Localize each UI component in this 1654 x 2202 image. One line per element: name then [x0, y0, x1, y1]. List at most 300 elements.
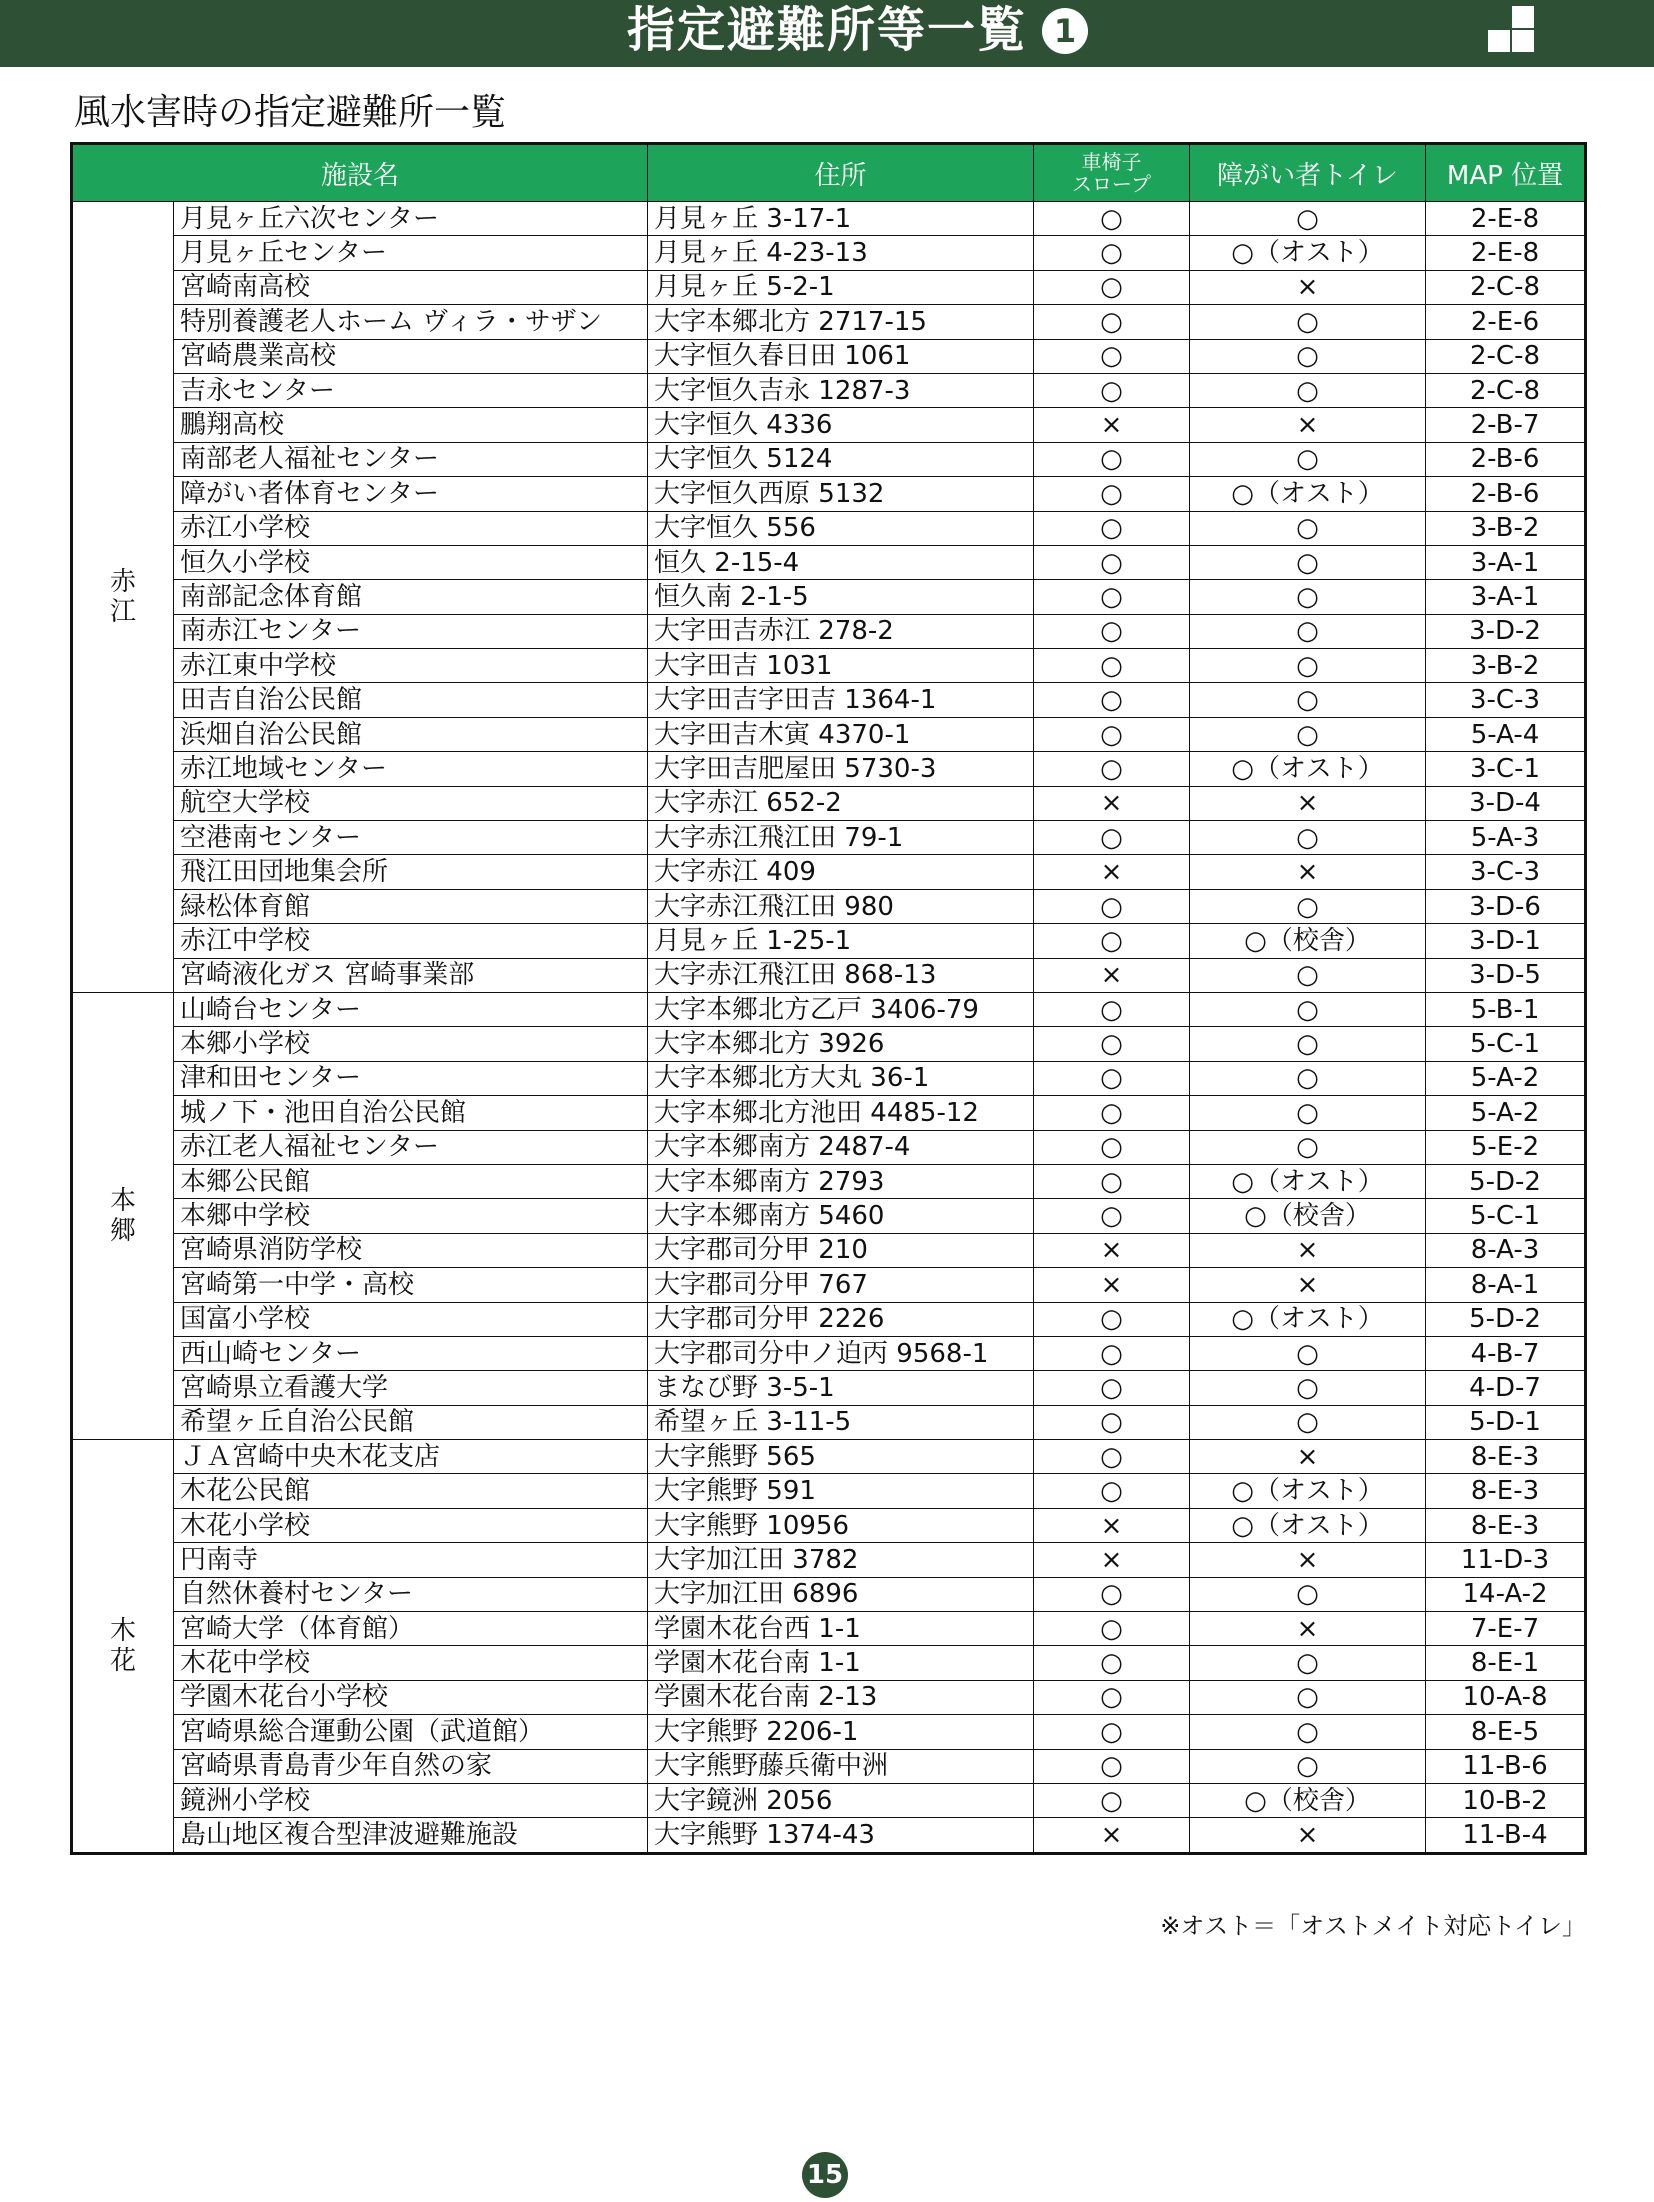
facility-name-cell: 宮崎南高校 — [174, 270, 648, 304]
table-row — [72, 855, 1586, 889]
map-position-cell: 5-D-2 — [1426, 1164, 1586, 1198]
facility-name-cell: 航空大学校 — [174, 786, 648, 820]
wheelchair-cell: ○ — [1034, 202, 1190, 236]
toilet-cell: ○ — [1190, 614, 1426, 648]
address-cell: 大字熊野 10956 — [648, 1508, 1034, 1542]
map-position-cell: 3-B-2 — [1426, 511, 1586, 545]
table-row — [72, 1612, 1586, 1646]
wheelchair-cell: ○ — [1034, 1474, 1190, 1508]
table-row — [72, 1474, 1586, 1508]
toilet-cell: ○ — [1190, 1646, 1426, 1680]
table-row — [72, 649, 1586, 683]
toilet-cell: ○ — [1190, 1061, 1426, 1095]
map-position-cell: 3-C-1 — [1426, 752, 1586, 786]
address-cell: 大字加江田 6896 — [648, 1577, 1034, 1611]
address-cell: 大字田吉赤江 278-2 — [648, 614, 1034, 648]
toilet-cell: ○ — [1190, 717, 1426, 751]
address-cell: 大字本郷北方 3926 — [648, 1027, 1034, 1061]
facility-name-cell: 赤江地域センター — [174, 752, 648, 786]
wheelchair-cell: ○ — [1034, 992, 1190, 1026]
map-position-cell: 5-B-1 — [1426, 992, 1586, 1026]
address-cell: 大字本郷北方池田 4485-12 — [648, 1096, 1034, 1130]
toilet-cell: ○（オスト） — [1190, 1164, 1426, 1198]
table-row — [72, 305, 1586, 339]
wheelchair-cell: ○ — [1034, 580, 1190, 614]
wheelchair-cell: ○ — [1034, 683, 1190, 717]
toilet-cell: × — [1190, 1440, 1426, 1474]
address-cell: 大字本郷南方 2793 — [648, 1164, 1034, 1198]
facility-name-cell: 鏡洲小学校 — [174, 1783, 648, 1817]
wheelchair-cell: × — [1034, 958, 1190, 992]
page-number: 15 — [802, 2152, 848, 2198]
table-row — [72, 339, 1586, 373]
address-cell: 大字恒久 5124 — [648, 442, 1034, 476]
wheelchair-cell: ○ — [1034, 1130, 1190, 1164]
column-header-name: 施設名 — [72, 144, 648, 202]
toilet-cell: ○（オスト） — [1190, 236, 1426, 270]
map-position-cell: 2-C-8 — [1426, 270, 1586, 304]
map-position-cell: 8-E-1 — [1426, 1646, 1586, 1680]
facility-name-cell: 島山地区複合型津波避難施設 — [174, 1818, 648, 1853]
wheelchair-cell: ○ — [1034, 1027, 1190, 1061]
map-position-cell: 8-E-3 — [1426, 1508, 1586, 1542]
address-cell: 大字恒久吉永 1287-3 — [648, 373, 1034, 407]
map-position-cell: 11-D-3 — [1426, 1543, 1586, 1577]
map-position-cell: 7-E-7 — [1426, 1612, 1586, 1646]
wheelchair-cell: ○ — [1034, 511, 1190, 545]
toilet-cell: ○ — [1190, 1680, 1426, 1714]
toilet-cell: ○ — [1190, 339, 1426, 373]
toilet-cell: ○ — [1190, 889, 1426, 923]
facility-name-cell: 吉永センター — [174, 373, 648, 407]
wheelchair-cell: ○ — [1034, 1749, 1190, 1783]
address-cell: 大字恒久 556 — [648, 511, 1034, 545]
map-position-cell: 8-E-3 — [1426, 1474, 1586, 1508]
table-row — [72, 821, 1586, 855]
address-cell: 大字赤江飛江田 980 — [648, 889, 1034, 923]
table-row — [72, 545, 1586, 579]
map-position-cell: 3-A-1 — [1426, 545, 1586, 579]
facility-name-cell: 希望ヶ丘自治公民館 — [174, 1405, 648, 1439]
address-cell: 恒久 2-15-4 — [648, 545, 1034, 579]
table-row — [72, 1508, 1586, 1542]
toilet-cell: × — [1190, 1543, 1426, 1577]
table-row — [72, 786, 1586, 820]
toilet-cell: × — [1190, 1612, 1426, 1646]
map-position-cell: 2-E-8 — [1426, 202, 1586, 236]
address-cell: まなび野 3-5-1 — [648, 1371, 1034, 1405]
address-cell: 大字本郷北方乙戸 3406-79 — [648, 992, 1034, 1026]
table-row — [72, 1164, 1586, 1198]
toilet-cell: ○（校舎） — [1190, 924, 1426, 958]
toilet-cell: ○（オスト） — [1190, 1508, 1426, 1542]
table-row — [72, 1440, 1586, 1474]
toilet-cell: ○（オスト） — [1190, 1302, 1426, 1336]
table-row — [72, 1749, 1586, 1783]
map-position-cell: 5-D-2 — [1426, 1302, 1586, 1336]
wheelchair-cell: ○ — [1034, 649, 1190, 683]
address-cell: 大字本郷北方 2717-15 — [648, 305, 1034, 339]
map-position-cell: 2-E-8 — [1426, 236, 1586, 270]
wheelchair-cell: ○ — [1034, 1199, 1190, 1233]
address-cell: 大字郡司分中ノ迫丙 9568-1 — [648, 1336, 1034, 1370]
map-position-cell: 3-A-1 — [1426, 580, 1586, 614]
wheelchair-cell: × — [1034, 1543, 1190, 1577]
map-position-cell: 3-C-3 — [1426, 683, 1586, 717]
address-cell: 大字本郷南方 5460 — [648, 1199, 1034, 1233]
table-row — [72, 924, 1586, 958]
wheelchair-cell: ○ — [1034, 1577, 1190, 1611]
facility-name-cell: 赤江小学校 — [174, 511, 648, 545]
facility-name-cell: 月見ヶ丘センター — [174, 236, 648, 270]
shelter-table — [70, 142, 1587, 1855]
map-position-cell: 3-B-2 — [1426, 649, 1586, 683]
address-cell: 大字郡司分甲 2226 — [648, 1302, 1034, 1336]
column-header-map: MAP 位置 — [1426, 144, 1586, 202]
facility-name-cell: 木花小学校 — [174, 1508, 648, 1542]
table-subtitle: 風水害時の指定避難所一覧 — [74, 92, 507, 133]
table-row — [72, 1715, 1586, 1749]
area-cell: 木 花 — [72, 1440, 174, 1854]
area-cell: 赤 江 — [72, 202, 174, 993]
address-cell: 大字恒久 4336 — [648, 408, 1034, 442]
column-header-wheelchair — [1034, 144, 1190, 202]
map-position-cell: 2-B-7 — [1426, 408, 1586, 442]
toilet-cell: ○（オスト） — [1190, 1474, 1426, 1508]
address-cell: 大字田吉 1031 — [648, 649, 1034, 683]
wheelchair-cell: ○ — [1034, 717, 1190, 751]
wheelchair-cell: ○ — [1034, 305, 1190, 339]
facility-name-cell: 浜畑自治公民館 — [174, 717, 648, 751]
map-position-cell: 5-A-2 — [1426, 1096, 1586, 1130]
table-row — [72, 1577, 1586, 1611]
map-position-cell: 3-D-4 — [1426, 786, 1586, 820]
address-cell: 大字本郷北方大丸 36-1 — [648, 1061, 1034, 1095]
toilet-cell: ○ — [1190, 373, 1426, 407]
table-row — [72, 752, 1586, 786]
wheelchair-cell: ○ — [1034, 1612, 1190, 1646]
table-row — [72, 1543, 1586, 1577]
address-cell: 大字恒久西原 5132 — [648, 477, 1034, 511]
map-position-cell: 5-C-1 — [1426, 1027, 1586, 1061]
address-cell: 大字田吉字田吉 1364-1 — [648, 683, 1034, 717]
map-position-cell: 4-B-7 — [1426, 1336, 1586, 1370]
toilet-cell: ○ — [1190, 1130, 1426, 1164]
address-cell: 大字赤江 652-2 — [648, 786, 1034, 820]
table-row — [72, 992, 1586, 1026]
map-position-cell: 11-B-4 — [1426, 1818, 1586, 1853]
map-position-cell: 5-A-3 — [1426, 821, 1586, 855]
toilet-cell: × — [1190, 270, 1426, 304]
wheelchair-cell: ○ — [1034, 1440, 1190, 1474]
wheelchair-cell: ○ — [1034, 924, 1190, 958]
toilet-cell: ○（オスト） — [1190, 477, 1426, 511]
toilet-cell: ○ — [1190, 511, 1426, 545]
map-position-cell: 3-C-3 — [1426, 855, 1586, 889]
facility-name-cell: 西山崎センター — [174, 1336, 648, 1370]
toilet-cell: ○ — [1190, 305, 1426, 339]
map-position-cell: 3-D-1 — [1426, 924, 1586, 958]
toilet-cell: ○（オスト） — [1190, 752, 1426, 786]
table-row — [72, 1405, 1586, 1439]
table-row — [72, 202, 1586, 236]
map-position-cell: 3-D-6 — [1426, 889, 1586, 923]
table-row — [72, 1199, 1586, 1233]
facility-name-cell: 宮崎大学（体育館） — [174, 1612, 648, 1646]
wheelchair-cell: ○ — [1034, 821, 1190, 855]
wheelchair-cell: ○ — [1034, 236, 1190, 270]
blocks-logo-icon — [1488, 6, 1536, 54]
page-header — [0, 0, 1654, 67]
wheelchair-cell: × — [1034, 1818, 1190, 1853]
column-header-toilet: 障がい者トイレ — [1190, 144, 1426, 202]
address-cell: 大字熊野藤兵衛中洲 — [648, 1749, 1034, 1783]
map-position-cell: 2-C-8 — [1426, 339, 1586, 373]
wheelchair-cell: × — [1034, 1508, 1190, 1542]
table-row — [72, 236, 1586, 270]
map-position-cell: 3-D-5 — [1426, 958, 1586, 992]
toilet-cell: ○ — [1190, 580, 1426, 614]
toilet-cell: ○ — [1190, 821, 1426, 855]
facility-name-cell: 障がい者体育センター — [174, 477, 648, 511]
map-position-cell: 2-E-6 — [1426, 305, 1586, 339]
table-row — [72, 1783, 1586, 1817]
table-row — [72, 1096, 1586, 1130]
facility-name-cell: ＪＡ宮崎中央木花支店 — [174, 1440, 648, 1474]
map-position-cell: 10-A-8 — [1426, 1680, 1586, 1714]
facility-name-cell: 国富小学校 — [174, 1302, 648, 1336]
wheelchair-cell: ○ — [1034, 270, 1190, 304]
toilet-cell: ○ — [1190, 1405, 1426, 1439]
table-row — [72, 1268, 1586, 1302]
table-row — [72, 889, 1586, 923]
toilet-cell: ○ — [1190, 1336, 1426, 1370]
table-row — [72, 1061, 1586, 1095]
wheelchair-cell: × — [1034, 1268, 1190, 1302]
wheelchair-cell: ○ — [1034, 477, 1190, 511]
column-header-wheelchair-line: 車椅子 — [1081, 150, 1142, 174]
table-header-row — [72, 144, 1586, 202]
facility-name-cell: 月見ヶ丘六次センター — [174, 202, 648, 236]
table-row — [72, 442, 1586, 476]
map-position-cell: 5-A-2 — [1426, 1061, 1586, 1095]
toilet-cell: ○（校舎） — [1190, 1199, 1426, 1233]
column-header-address: 住所 — [648, 144, 1034, 202]
toilet-cell: ○ — [1190, 1371, 1426, 1405]
table-row — [72, 511, 1586, 545]
wheelchair-cell: ○ — [1034, 442, 1190, 476]
toilet-cell: ○ — [1190, 1577, 1426, 1611]
address-cell: 大字熊野 591 — [648, 1474, 1034, 1508]
wheelchair-cell: ○ — [1034, 1164, 1190, 1198]
footnote: ※オスト＝「オストメイト対応トイレ」 — [1160, 1912, 1586, 1940]
table-row — [72, 373, 1586, 407]
map-position-cell: 2-C-8 — [1426, 373, 1586, 407]
wheelchair-cell: ○ — [1034, 1371, 1190, 1405]
toilet-cell: × — [1190, 1818, 1426, 1853]
toilet-cell: ○ — [1190, 545, 1426, 579]
map-position-cell: 10-B-2 — [1426, 1783, 1586, 1817]
address-cell: 大字赤江飛江田 79-1 — [648, 821, 1034, 855]
address-cell: 希望ヶ丘 3-11-5 — [648, 1405, 1034, 1439]
facility-name-cell: 宮崎県立看護大学 — [174, 1371, 648, 1405]
toilet-cell: ○ — [1190, 649, 1426, 683]
address-cell: 大字加江田 3782 — [648, 1543, 1034, 1577]
address-cell: 月見ヶ丘 4-23-13 — [648, 236, 1034, 270]
table-row — [72, 1680, 1586, 1714]
toilet-cell: × — [1190, 1233, 1426, 1267]
facility-name-cell: 本郷小学校 — [174, 1027, 648, 1061]
table-row — [72, 270, 1586, 304]
page-title: 指定避難所等一覧 — [626, 2, 1027, 58]
address-cell: 大字田吉肥屋田 5730-3 — [648, 752, 1034, 786]
facility-name-cell: 山崎台センター — [174, 992, 648, 1026]
address-cell: 学園木花台南 1-1 — [648, 1646, 1034, 1680]
table-row — [72, 1233, 1586, 1267]
wheelchair-cell: ○ — [1034, 1680, 1190, 1714]
map-position-cell: 8-A-1 — [1426, 1268, 1586, 1302]
table-row — [72, 717, 1586, 751]
toilet-cell: ○ — [1190, 1715, 1426, 1749]
map-position-cell: 8-E-3 — [1426, 1440, 1586, 1474]
facility-name-cell: 宮崎液化ガス 宮崎事業部 — [174, 958, 648, 992]
map-position-cell: 5-A-4 — [1426, 717, 1586, 751]
facility-name-cell: 自然休養村センター — [174, 1577, 648, 1611]
address-cell: 学園木花台南 2-13 — [648, 1680, 1034, 1714]
facility-name-cell: 宮崎県消防学校 — [174, 1233, 648, 1267]
address-cell: 大字恒久春日田 1061 — [648, 339, 1034, 373]
facility-name-cell: 飛江田団地集会所 — [174, 855, 648, 889]
toilet-cell: ○（校舎） — [1190, 1783, 1426, 1817]
facility-name-cell: 津和田センター — [174, 1061, 648, 1095]
table-row — [72, 614, 1586, 648]
wheelchair-cell: × — [1034, 1233, 1190, 1267]
toilet-cell: ○ — [1190, 958, 1426, 992]
toilet-cell: ○ — [1190, 683, 1426, 717]
wheelchair-cell: ○ — [1034, 1096, 1190, 1130]
wheelchair-cell: × — [1034, 408, 1190, 442]
map-position-cell: 5-C-1 — [1426, 1199, 1586, 1233]
address-cell: 大字赤江 409 — [648, 855, 1034, 889]
map-position-cell: 14-A-2 — [1426, 1577, 1586, 1611]
wheelchair-cell: × — [1034, 855, 1190, 889]
toilet-cell: ○ — [1190, 442, 1426, 476]
address-cell: 恒久南 2-1-5 — [648, 580, 1034, 614]
toilet-cell: × — [1190, 408, 1426, 442]
table-row — [72, 477, 1586, 511]
table-row — [72, 1302, 1586, 1336]
table-row — [72, 580, 1586, 614]
map-position-cell: 8-A-3 — [1426, 1233, 1586, 1267]
map-position-cell: 11-B-6 — [1426, 1749, 1586, 1783]
toilet-cell: ○ — [1190, 992, 1426, 1026]
table-row — [72, 958, 1586, 992]
wheelchair-cell: ○ — [1034, 889, 1190, 923]
toilet-cell: × — [1190, 786, 1426, 820]
address-cell: 大字郡司分甲 767 — [648, 1268, 1034, 1302]
wheelchair-cell: ○ — [1034, 1061, 1190, 1095]
facility-name-cell: 学園木花台小学校 — [174, 1680, 648, 1714]
facility-name-cell: 本郷中学校 — [174, 1199, 648, 1233]
address-cell: 大字郡司分甲 210 — [648, 1233, 1034, 1267]
address-cell: 大字田吉木寅 4370-1 — [648, 717, 1034, 751]
facility-name-cell: 本郷公民館 — [174, 1164, 648, 1198]
map-position-cell: 2-B-6 — [1426, 477, 1586, 511]
facility-name-cell: 南赤江センター — [174, 614, 648, 648]
area-cell: 本 郷 — [72, 992, 174, 1439]
wheelchair-cell: ○ — [1034, 373, 1190, 407]
table-row — [72, 1646, 1586, 1680]
wheelchair-cell: ○ — [1034, 339, 1190, 373]
toilet-cell: × — [1190, 1268, 1426, 1302]
facility-name-cell: 宮崎農業高校 — [174, 339, 648, 373]
facility-name-cell: 木花公民館 — [174, 1474, 648, 1508]
map-position-cell: 2-B-6 — [1426, 442, 1586, 476]
wheelchair-cell: ○ — [1034, 752, 1190, 786]
wheelchair-cell: ○ — [1034, 614, 1190, 648]
table-row — [72, 1818, 1586, 1853]
facility-name-cell: 宮崎第一中学・高校 — [174, 1268, 648, 1302]
column-header-wheelchair-line: スロープ — [1072, 172, 1152, 196]
wheelchair-cell: ○ — [1034, 1336, 1190, 1370]
facility-name-cell: 恒久小学校 — [174, 545, 648, 579]
address-cell: 大字熊野 2206-1 — [648, 1715, 1034, 1749]
section-number-badge: 1 — [1042, 8, 1088, 54]
table-row — [72, 408, 1586, 442]
facility-name-cell: 赤江東中学校 — [174, 649, 648, 683]
facility-name-cell: 赤江中学校 — [174, 924, 648, 958]
toilet-cell: ○ — [1190, 1096, 1426, 1130]
facility-name-cell: 緑松体育館 — [174, 889, 648, 923]
facility-name-cell: 特別養護老人ホーム ヴィラ・サザン — [174, 305, 648, 339]
address-cell: 大字赤江飛江田 868-13 — [648, 958, 1034, 992]
wheelchair-cell: ○ — [1034, 1715, 1190, 1749]
table-row — [72, 1130, 1586, 1164]
wheelchair-cell: ○ — [1034, 1646, 1190, 1680]
facility-name-cell: 鵬翔高校 — [174, 408, 648, 442]
facility-name-cell: 南部老人福祉センター — [174, 442, 648, 476]
facility-name-cell: 宮崎県総合運動公園（武道館） — [174, 1715, 648, 1749]
toilet-cell: × — [1190, 855, 1426, 889]
map-position-cell: 3-D-2 — [1426, 614, 1586, 648]
toilet-cell: ○ — [1190, 1749, 1426, 1783]
wheelchair-cell: ○ — [1034, 1302, 1190, 1336]
facility-name-cell: 空港南センター — [174, 821, 648, 855]
toilet-cell: ○ — [1190, 1027, 1426, 1061]
address-cell: 大字熊野 1374-43 — [648, 1818, 1034, 1853]
map-position-cell: 5-E-2 — [1426, 1130, 1586, 1164]
address-cell: 大字熊野 565 — [648, 1440, 1034, 1474]
wheelchair-cell: ○ — [1034, 545, 1190, 579]
address-cell: 学園木花台西 1-1 — [648, 1612, 1034, 1646]
wheelchair-cell: ○ — [1034, 1783, 1190, 1817]
wheelchair-cell: × — [1034, 786, 1190, 820]
address-cell: 月見ヶ丘 3-17-1 — [648, 202, 1034, 236]
table-row — [72, 1336, 1586, 1370]
toilet-cell: ○ — [1190, 202, 1426, 236]
table-row — [72, 1371, 1586, 1405]
address-cell: 月見ヶ丘 1-25-1 — [648, 924, 1034, 958]
map-position-cell: 5-D-1 — [1426, 1405, 1586, 1439]
table-row — [72, 1027, 1586, 1061]
address-cell: 月見ヶ丘 5-2-1 — [648, 270, 1034, 304]
facility-name-cell: 宮崎県青島青少年自然の家 — [174, 1749, 648, 1783]
facility-name-cell: 城ノ下・池田自治公民館 — [174, 1096, 648, 1130]
address-cell: 大字本郷南方 2487-4 — [648, 1130, 1034, 1164]
table-body — [72, 202, 1586, 1854]
facility-name-cell: 赤江老人福祉センター — [174, 1130, 648, 1164]
map-position-cell: 8-E-5 — [1426, 1715, 1586, 1749]
